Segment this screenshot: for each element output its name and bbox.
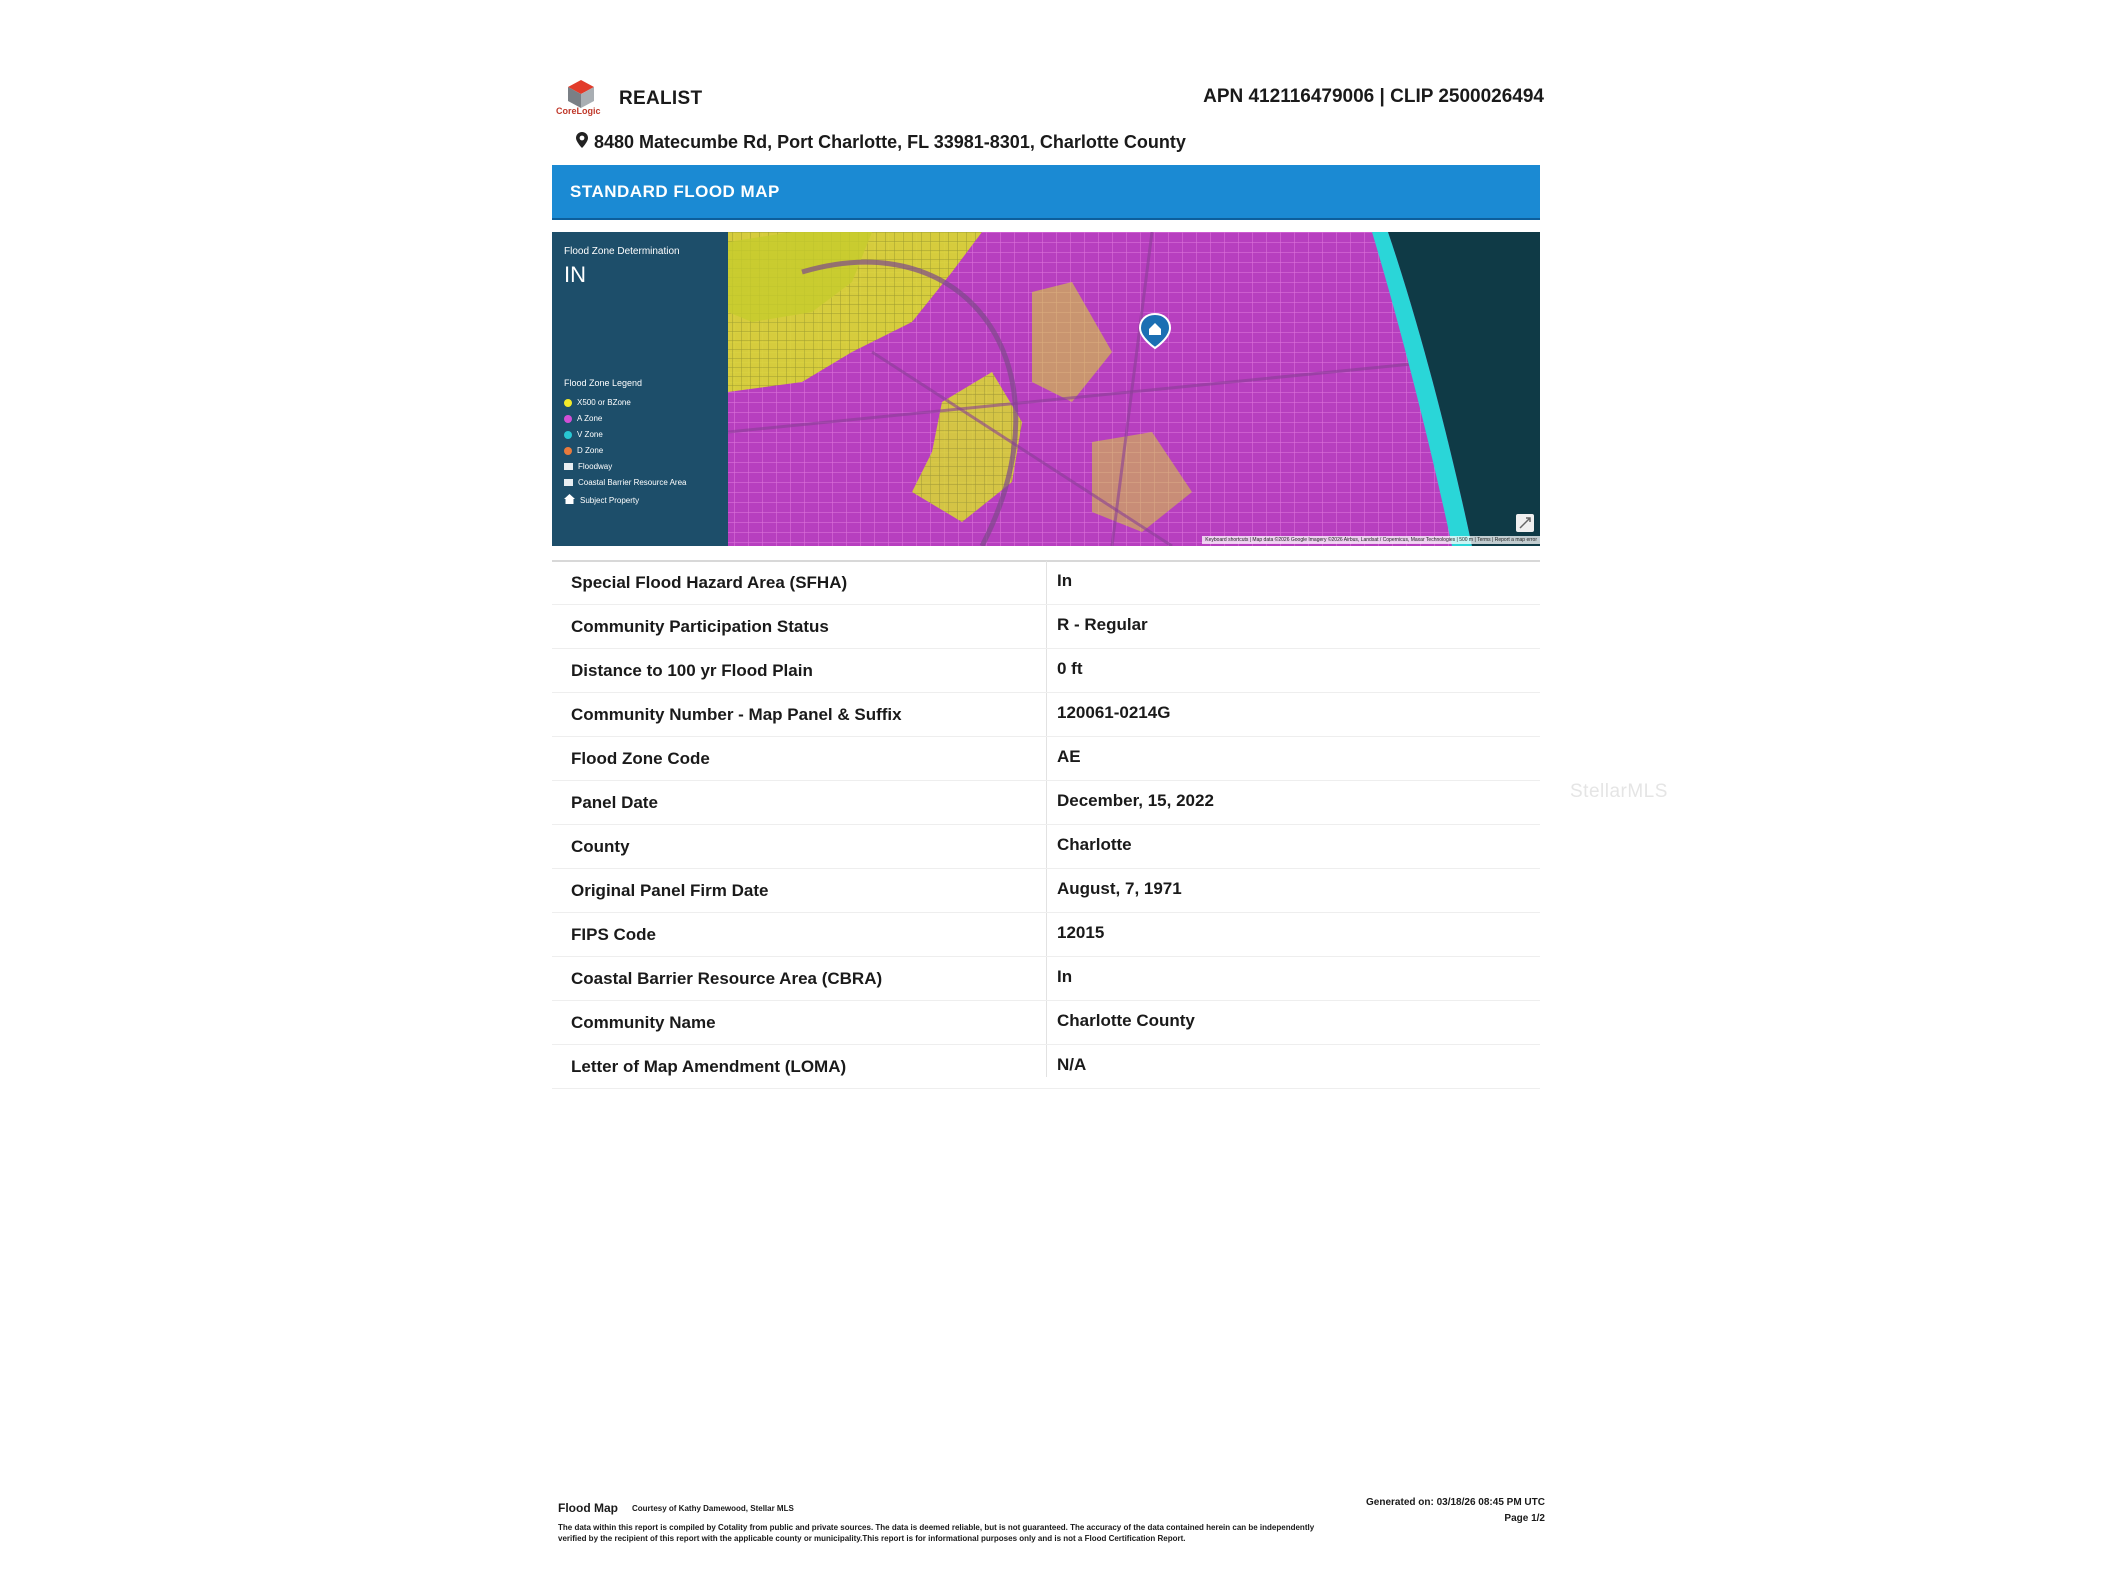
row-label: Flood Zone Code bbox=[571, 749, 710, 768]
legend-item-a-zone: A Zone bbox=[564, 414, 602, 423]
logo-text: CoreLogic bbox=[556, 106, 601, 116]
table-row bbox=[552, 561, 1540, 605]
legend-item-d-zone: D Zone bbox=[564, 446, 603, 455]
legend-item-x500: X500 or BZone bbox=[564, 398, 631, 407]
table-row bbox=[552, 869, 1540, 913]
section-banner bbox=[552, 165, 1540, 220]
apn-clip: APN 412116479006 | CLIP 2500026494 bbox=[1203, 86, 1544, 107]
house-icon bbox=[564, 494, 575, 506]
map-pin-icon bbox=[576, 132, 588, 153]
flood-map[interactable] bbox=[552, 232, 1540, 546]
row-value: 0 ft bbox=[1057, 659, 1083, 678]
map-legend-panel bbox=[552, 232, 728, 546]
row-label: FIPS Code bbox=[571, 925, 657, 944]
row-label: Community Name bbox=[571, 1013, 716, 1032]
address-text: 8480 Matecumbe Rd, Port Charlotte, FL 33981-8301, Charlotte County bbox=[594, 132, 1186, 152]
table-row bbox=[552, 1001, 1540, 1045]
row-label: Original Panel Firm Date bbox=[571, 881, 769, 900]
legend-item-floodway: Floodway bbox=[564, 462, 612, 471]
row-value: R - Regular bbox=[1057, 615, 1148, 634]
generated-timestamp: Generated on: 03/18/26 08:45 PM UTC bbox=[1366, 1497, 1545, 1508]
table-row bbox=[552, 693, 1540, 737]
legend-item-cbra: Coastal Barrier Resource Area bbox=[564, 478, 687, 487]
orange-dot-icon bbox=[564, 447, 572, 455]
cbra-swatch-icon bbox=[564, 479, 573, 486]
page-number: Page 1/2 bbox=[1504, 1513, 1545, 1524]
table-row bbox=[552, 605, 1540, 649]
row-label: Distance to 100 yr Flood Plain bbox=[571, 661, 813, 680]
legend-title: Flood Zone Legend bbox=[564, 378, 643, 388]
magenta-dot-icon bbox=[564, 415, 572, 423]
table-row bbox=[552, 781, 1540, 825]
flood-zone-determination-value: IN bbox=[564, 262, 586, 287]
floodway-swatch-icon bbox=[564, 463, 573, 470]
row-label: Coastal Barrier Resource Area (CBRA) bbox=[571, 969, 883, 988]
row-label: Panel Date bbox=[571, 793, 658, 812]
brand-name: REALIST bbox=[619, 88, 703, 109]
watermark: StellarMLS bbox=[1570, 781, 1668, 802]
legend-item-subject-property: Subject Property bbox=[564, 494, 639, 506]
cyan-dot-icon bbox=[564, 431, 572, 439]
flood-zone-determination-label: Flood Zone Determination bbox=[564, 246, 680, 257]
row-value: N/A bbox=[1057, 1055, 1087, 1074]
row-label: Community Number - Map Panel & Suffix bbox=[571, 705, 902, 724]
table-row bbox=[552, 1045, 1540, 1089]
row-value: Charlotte County bbox=[1057, 1011, 1195, 1030]
legend-item-v-zone: V Zone bbox=[564, 430, 603, 439]
table-row bbox=[552, 957, 1540, 1001]
property-address bbox=[576, 132, 1186, 153]
table-row bbox=[552, 825, 1540, 869]
footer-disclaimer: The data within this report is compiled by Cotality from public and private sources. The data is deemed reliable, but is not guaranteed. The accuracy of the data contained herein can be independently verified by the recipient of this report with the applicable county or municipality.This report is for informational purposes only and is not a Flood Certification Report. bbox=[558, 1523, 1315, 1543]
row-value: In bbox=[1057, 967, 1073, 986]
table-row bbox=[552, 649, 1540, 693]
row-label: Special Flood Hazard Area (SFHA) bbox=[571, 573, 848, 592]
row-label: Community Participation Status bbox=[571, 617, 829, 636]
map-attribution[interactable]: Keyboard shortcuts | Map data ©2026 Google Imagery ©2026 Airbus, Landsat / Copernicus, Maxar Technologies | 500 m | Terms | Report a map error bbox=[1202, 536, 1540, 544]
row-value: Charlotte bbox=[1057, 835, 1132, 854]
flood-details-table bbox=[552, 561, 1540, 1089]
yellow-dot-icon bbox=[564, 399, 572, 407]
fullscreen-button[interactable] bbox=[1516, 514, 1534, 532]
table-row bbox=[552, 737, 1540, 781]
row-value: In bbox=[1057, 571, 1073, 590]
row-value: August, 7, 1971 bbox=[1057, 879, 1182, 898]
row-value: AE bbox=[1057, 747, 1081, 766]
section-title: STANDARD FLOOD MAP bbox=[570, 181, 780, 201]
footer-courtesy: Courtesy of Kathy Damewood, Stellar MLS bbox=[632, 1504, 794, 1513]
row-value: 12015 bbox=[1057, 923, 1105, 942]
row-label: County bbox=[571, 837, 630, 856]
row-value: 120061-0214G bbox=[1057, 703, 1171, 722]
row-value: December, 15, 2022 bbox=[1057, 791, 1214, 810]
table-row bbox=[552, 913, 1540, 957]
footer-title: Flood Map bbox=[558, 1501, 618, 1515]
row-label: Letter of Map Amendment (LOMA) bbox=[571, 1057, 847, 1076]
